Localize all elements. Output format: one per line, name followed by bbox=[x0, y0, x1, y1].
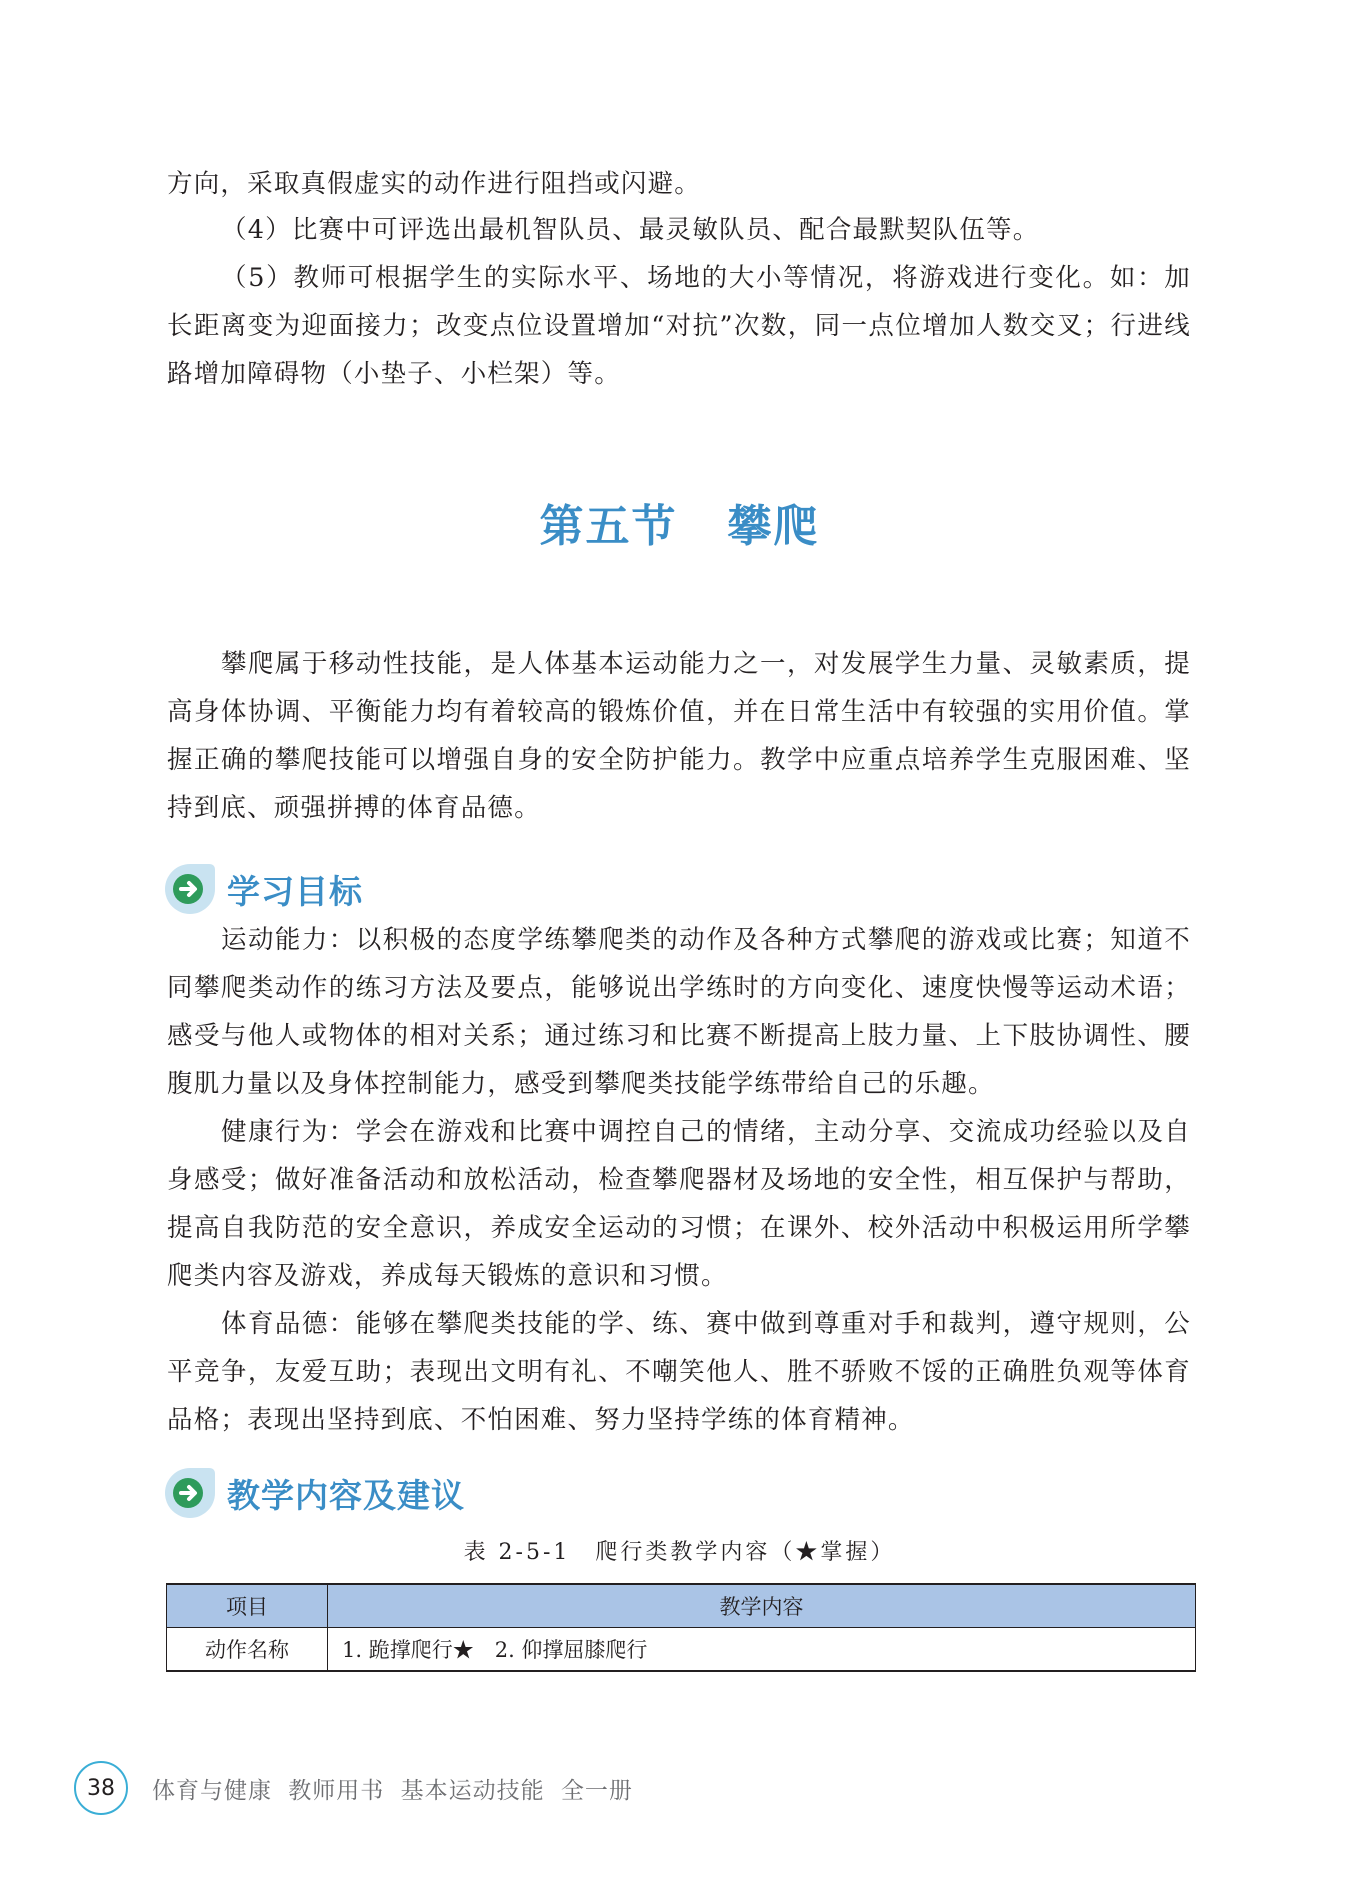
book-title: 体育与健康 教师用书 基本运动技能 全一册 bbox=[152, 1777, 633, 1804]
arrow-right-circle-icon bbox=[163, 862, 217, 916]
row-label: 动作名称 bbox=[167, 1628, 328, 1672]
intro-item-5: （5）教师可根据学生的实际水平、场地的大小等情况，将游戏进行变化。如：加长距离变为迎面接力；改变点位设置增加“对抗”次数，同一点位增加人数交叉；行进线路增加障碍物（小垫子、小栏架）等。 bbox=[167, 263, 1191, 389]
table-row bbox=[167, 1628, 1196, 1672]
intro-item-4: （4）比赛中可评选出最机智队员、最灵敏队员、配合最默契队伍等。 bbox=[221, 215, 1040, 245]
page-footer bbox=[74, 1761, 633, 1815]
row-value: 1. 跪撑爬行★ 2. 仰撑屈膝爬行 bbox=[328, 1628, 1196, 1672]
arrow-right-circle-icon bbox=[163, 1466, 217, 1520]
page-number: 38 bbox=[74, 1761, 128, 1815]
goals-heading-text: 学习目标 bbox=[227, 871, 363, 911]
goal-ethics: 体育品德：能够在攀爬类技能的学、练、赛中做到尊重对手和裁判，遵守规则，公平竞争，友爱互助；表现出文明有礼、不嘲笑他人、胜不骄败不馁的正确胜负观等体育品格；表现出坚持到底、不怕困难、努力坚持学练的体育精神。 bbox=[167, 1309, 1191, 1435]
column-header-item: 项目 bbox=[167, 1584, 328, 1628]
section-name: 攀爬 bbox=[727, 501, 820, 552]
column-header-content: 教学内容 bbox=[328, 1584, 1196, 1628]
content-heading bbox=[163, 1466, 465, 1520]
goals-heading bbox=[163, 862, 363, 916]
content-heading-text: 教学内容及建议 bbox=[227, 1475, 465, 1515]
table-header-row bbox=[167, 1584, 1196, 1628]
goal-motor: 运动能力：以积极的态度学练攀爬类的动作及各种方式攀爬的游戏或比赛；知道不同攀爬类动作的练习方法及要点，能够说出学练时的方向变化、速度快慢等运动术语；感受与他人或物体的相对关系；通过练习和比赛不断提高上肢力量、上下肢协调性、腰腹肌力量以及身体控制能力，感受到攀爬类技能学练带给自己的乐趣。 bbox=[167, 925, 1191, 1099]
section-overview: 攀爬属于移动性技能，是人体基本运动能力之一，对发展学生力量、灵敏素质，提高身体协调、平衡能力均有着较高的锻炼价值，并在日常生活中有较强的实用价值。掌握正确的攀爬技能可以增强自身的安全防护能力。教学中应重点培养学生克服困难、坚持到底、顽强拼搏的体育品德。 bbox=[167, 649, 1191, 823]
intro-line: 方向，采取真假虚实的动作进行阻挡或闪避。 bbox=[167, 169, 702, 199]
section-number: 第五节 bbox=[539, 501, 678, 552]
teaching-content-table bbox=[166, 1583, 1196, 1672]
section-title bbox=[0, 490, 1359, 554]
goal-health: 健康行为：学会在游戏和比赛中调控自己的情绪，主动分享、交流成功经验以及自身感受；做好准备活动和放松活动，检查攀爬器材及场地的安全性，相互保护与帮助，提高自我防范的安全意识，养成安全运动的习惯；在课外、校外活动中积极运用所学攀爬类内容及游戏，养成每天锻炼的意识和习惯。 bbox=[167, 1117, 1191, 1291]
table-caption: 表 2-5-1 爬行类教学内容（★掌握） bbox=[463, 1540, 896, 1565]
